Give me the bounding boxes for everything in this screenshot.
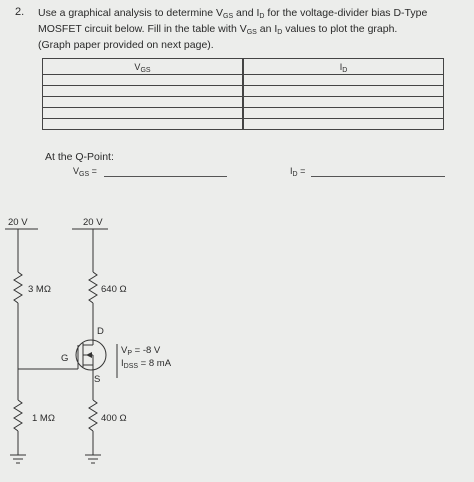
rd-label: 640 Ω <box>101 284 127 295</box>
r2-label: 1 MΩ <box>32 413 55 424</box>
qpoint-title: At the Q-Point: <box>45 151 114 163</box>
vp-parameter: $V_P = -8$ V <box>121 345 161 357</box>
rs-label: 400 Ω <box>101 413 127 424</box>
idss-parameter: $I_{DSS} = 8$ mA <box>121 358 172 370</box>
table-header-vgs: $V_{GS}$ <box>43 59 244 75</box>
rd-resistor-symbol <box>89 272 97 303</box>
drain-label: D <box>97 326 104 337</box>
table-header-id: $I_D$ <box>243 59 444 75</box>
left-supply-label: 20 V <box>8 217 28 228</box>
r1-label: 3 MΩ <box>28 284 51 295</box>
instruction-line-2: MOSFET circuit below. Fill in the table with VGS an ID values to plot the graph. <box>38 23 398 36</box>
r1-resistor-symbol <box>14 272 22 303</box>
gate-label: G <box>61 353 69 364</box>
instruction-line-3: (Graph paper provided on next page). <box>38 39 214 51</box>
qpoint-vgs-label: $V_{GS}$ = <box>73 166 97 178</box>
qpoint-id-label: $I_D$ = <box>290 166 306 178</box>
mosfet-channel-arrow <box>86 352 92 358</box>
source-label: S <box>94 374 101 385</box>
rs-resistor-symbol <box>89 400 97 431</box>
r2-resistor-symbol <box>14 400 22 431</box>
problem-number: 2. <box>15 6 25 18</box>
right-supply-label: 20 V <box>83 217 103 228</box>
instruction-line-1: Use a graphical analysis to determine VGS and ID for the voltage-divider bias D-Type <box>38 7 428 20</box>
